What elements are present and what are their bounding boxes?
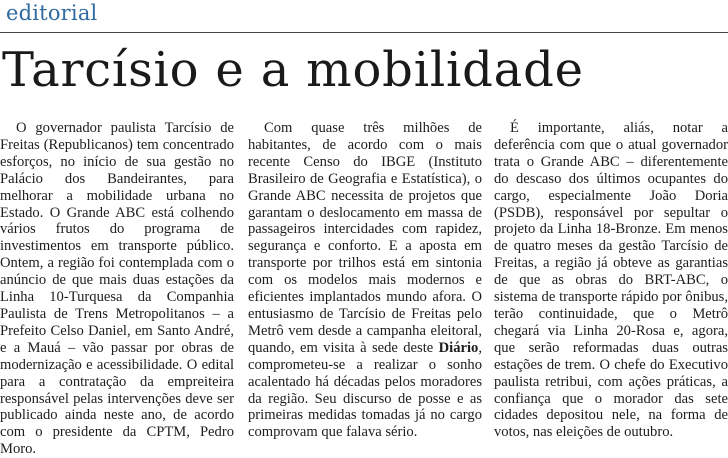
column-3-paragraph: É importante, aliás, notar a deferência com que o atual governador trata o Grande ABC – diferentemente do descaso dos últimos ocupantes do cargo, especialmente João Doria (PSDB), responsável por sepultar o projeto da Linha 18-Bronze. Em menos de quatro meses da gestão Tarcísio de Freitas, a região já obteve as garantias de que as obras do BRT-ABC, o sistema de transporte rápido por ônibus, terão continuidade, que o Metrô chegará via Linha 20-Rosa e, agora, que serão reformadas duas outras estações de trem. O chefe do Executivo paulista retribui, com ações práticas, a confiança que o morador das sete cidades depositou nele, na forma de votos, nas eleições de outubro. <box>494 120 728 441</box>
header-divider <box>0 32 728 33</box>
column-2-paragraph <box>248 120 482 441</box>
newspaper-name: Diário <box>438 339 479 356</box>
section-label: editorial <box>6 1 98 25</box>
column-1-paragraph: O governador paulista Tarcísio de Freitas (Republicanos) tem concentrado esforços, no início de sua gestão no Palácio dos Bandeirantes, para melhorar a mobilidade urbana no Estado. O Grande ABC está colhendo vários frutos do programa de investimentos em transporte público. Ontem, a região foi contemplada com o anúncio de que mais duas estações da Linha 10-Turquesa da Companhia Paulista de Trens Metropolitanos – a Prefeito Celso Daniel, em Santo André, e a Mauá – vão passar por obras de modernização e acessibilidade. O edital para a contratação da empreiteira responsável pelas intervenções deve ser publicado ainda neste ano, de acordo com o presidente da CPTM, Pedro Moro. <box>0 120 234 458</box>
headline: Tarcísio e a mobilidade <box>2 42 584 98</box>
column-2-text-part-1: Com quase três milhões de habitantes, de acordo com o mais recente Censo do IBGE (Instituto Brasileiro de Geografia e Estatística), o Grande ABC necessita de projetos que garantam o deslocamento em massa de passageiros intercidades com rapidez, segurança e conforto. E a aposta em transporte por trilhos está em sintonia com os modelos mais modernos e eficientes implantados mundo afora. O entusiasmo de Tarcísio de Freitas pelo Metrô vem desde a campanha eleitoral, quando, em visita à sede deste <box>248 120 482 356</box>
column-2-text-part-2: , comprometeu-se a realizar o sonho acalentado há décadas pelos moradores da região. Seu discurso de posse e as primeiras medidas tomadas já no cargo comprovam que falava sério. <box>248 339 482 441</box>
article-column-2 <box>248 120 482 441</box>
article-column-3 <box>494 120 728 441</box>
article-column-1 <box>0 120 234 458</box>
